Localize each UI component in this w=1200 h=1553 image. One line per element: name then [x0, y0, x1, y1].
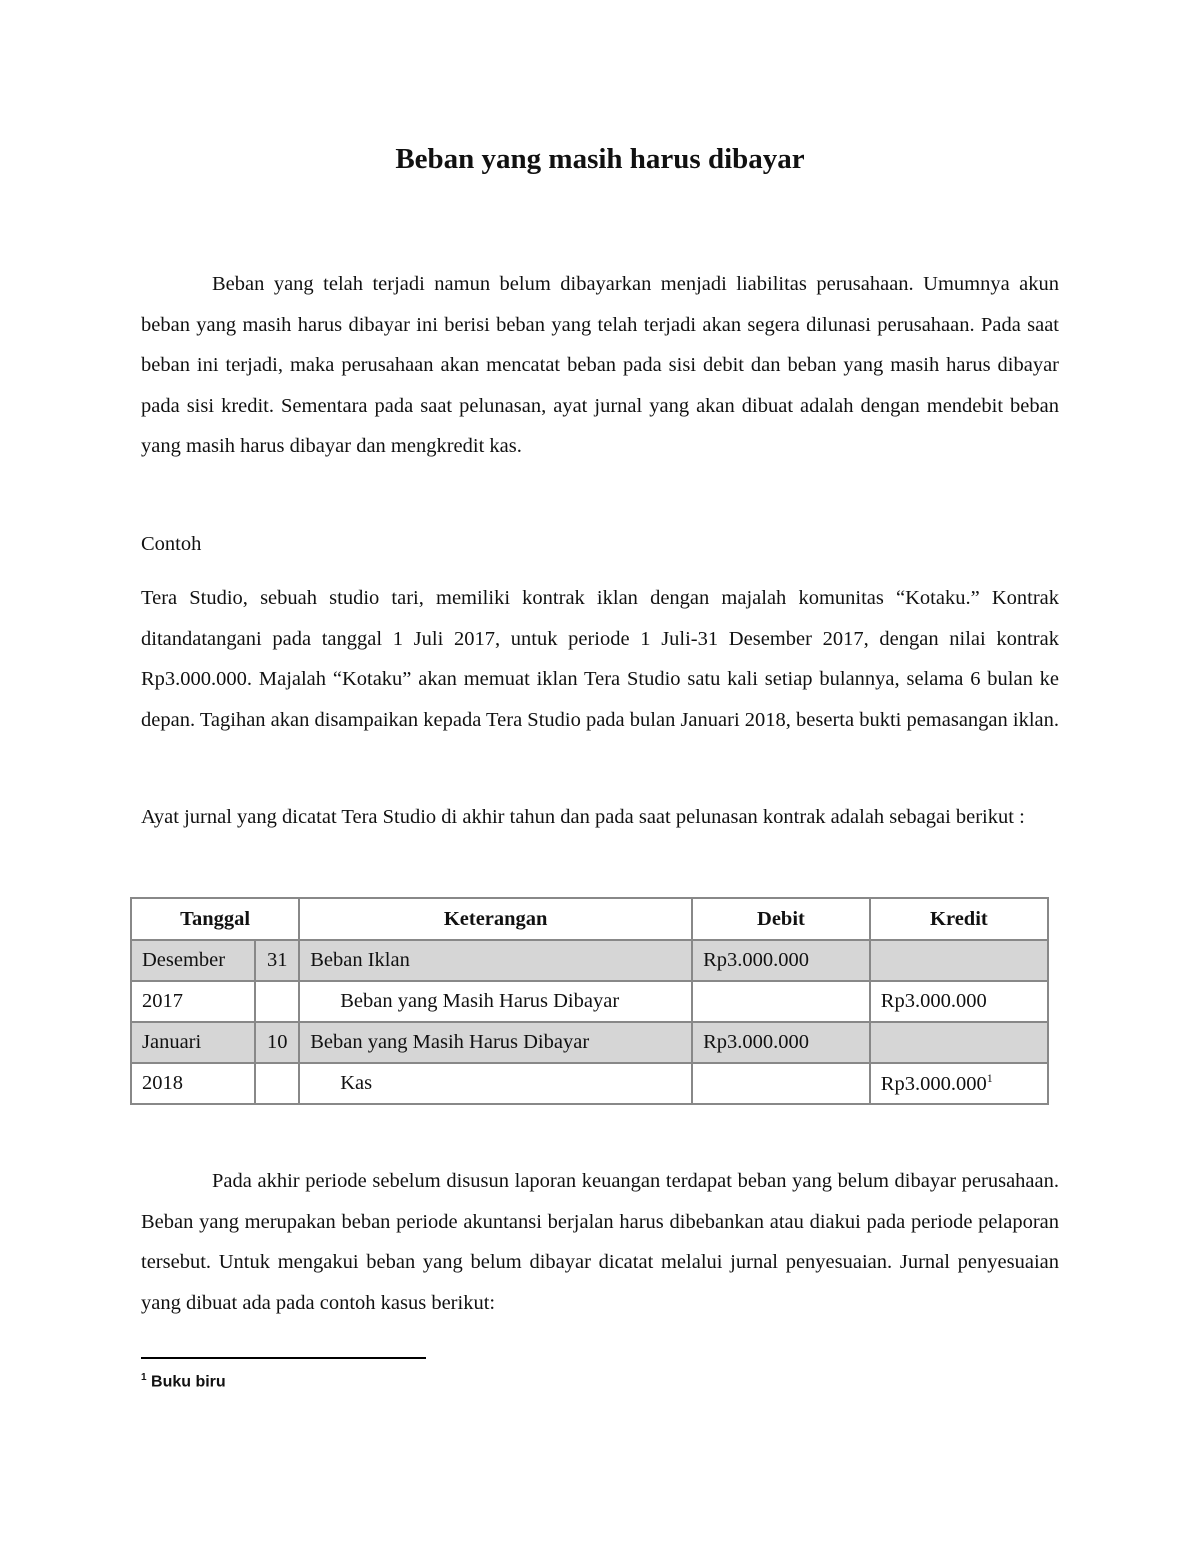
table-row	[131, 940, 1048, 981]
cell-date: 2017	[131, 981, 255, 1022]
cell-kredit-value: Rp3.000.000	[880, 1072, 987, 1095]
footnote-text: Buku biru	[151, 1373, 226, 1391]
footnote-number: 1	[141, 1372, 147, 1383]
table-header-row	[131, 898, 1048, 940]
cell-debit: Rp3.000.000	[692, 940, 870, 981]
paragraph-journal-intro	[141, 797, 1059, 838]
header-debit: Debit	[692, 898, 870, 940]
cell-date: Januari	[131, 1022, 255, 1063]
cell-debit: Rp3.000.000	[692, 1022, 870, 1063]
paragraph-adjustment-text: Pada akhir periode sebelum disusun laporan keuangan terdapat beban yang belum dibayar perusahaan. Beban yang merupakan beban periode akuntansi berjalan harus dibebankan atau diakui pada periode pelaporan tersebut. Untuk mengakui beban yang belum dibayar dicatat melalui jurnal penyesuaian. Jurnal penyesuaian yang dibuat ada pada contoh kasus berikut:	[141, 1170, 1059, 1314]
cell-kredit	[870, 1022, 1048, 1063]
paragraph-example-text: Tera Studio, sebuah studio tari, memiliki kontrak iklan dengan majalah komunitas “Kotaku.” Kontrak ditandatangani pada tanggal 1 Juli 2017, untuk periode 1 Juli-31 Desember 2017, dengan nilai kontrak Rp3.000.000. Majalah “Kotaku” akan memuat iklan Tera Studio satu kali setiap bulannya, selama 6 bulan ke depan. Tagihan akan disampaikan kepada Tera Studio pada bulan Januari 2018, beserta bukti pemasangan iklan.	[141, 587, 1060, 731]
header-kredit: Kredit	[870, 898, 1048, 940]
paragraph-journal-intro-text: Ayat jurnal yang dicatat Tera Studio di akhir tahun dan pada saat pelunasan kontrak adalah sebagai berikut :	[141, 806, 1025, 828]
cell-day	[255, 981, 299, 1022]
cell-keterangan: Beban yang Masih Harus Dibayar	[299, 981, 692, 1022]
paragraph-adjustment	[141, 1161, 1059, 1323]
page-title: Beban yang masih harus dibayar	[395, 143, 805, 175]
footnote-ref[interactable]: 1	[986, 1071, 993, 1086]
paragraph-example	[141, 578, 1059, 740]
header-keterangan: Keterangan	[299, 898, 692, 940]
cell-day	[255, 1063, 299, 1104]
cell-kredit: Rp3.000.000	[870, 981, 1048, 1022]
footnote-separator	[141, 1357, 426, 1359]
table-row	[131, 981, 1048, 1022]
cell-day: 10	[255, 1022, 299, 1063]
header-tanggal: Tanggal	[131, 898, 299, 940]
cell-debit	[692, 981, 870, 1022]
table-row	[131, 1022, 1048, 1063]
cell-kredit	[870, 1063, 1048, 1104]
cell-debit	[692, 1063, 870, 1104]
cell-kredit	[870, 940, 1048, 981]
footnote	[141, 1372, 226, 1391]
example-label-text: Contoh	[141, 533, 202, 555]
example-label	[141, 524, 1059, 565]
cell-date: 2018	[131, 1063, 255, 1104]
cell-keterangan: Kas	[299, 1063, 692, 1104]
paragraph-intro	[141, 264, 1059, 467]
table-row	[131, 1063, 1048, 1104]
cell-date: Desember	[131, 940, 255, 981]
cell-keterangan: Beban Iklan	[299, 940, 692, 981]
cell-keterangan: Beban yang Masih Harus Dibayar	[299, 1022, 692, 1063]
cell-day: 31	[255, 940, 299, 981]
paragraph-intro-text: Beban yang telah terjadi namun belum dibayarkan menjadi liabilitas perusahaan. Umumnya akun beban yang masih harus dibayar ini berisi beban yang telah terjadi akan segera dilunasi perusahaan. Pada saat beban ini terjadi, maka perusahaan akan mencatat beban pada sisi debit dan beban yang masih harus dibayar pada sisi kredit. Sementara pada saat pelunasan, ayat jurnal yang akan dibuat adalah dengan mendebit beban yang masih harus dibayar dan mengkredit kas.	[141, 273, 1059, 458]
journal-table	[130, 897, 1049, 1105]
